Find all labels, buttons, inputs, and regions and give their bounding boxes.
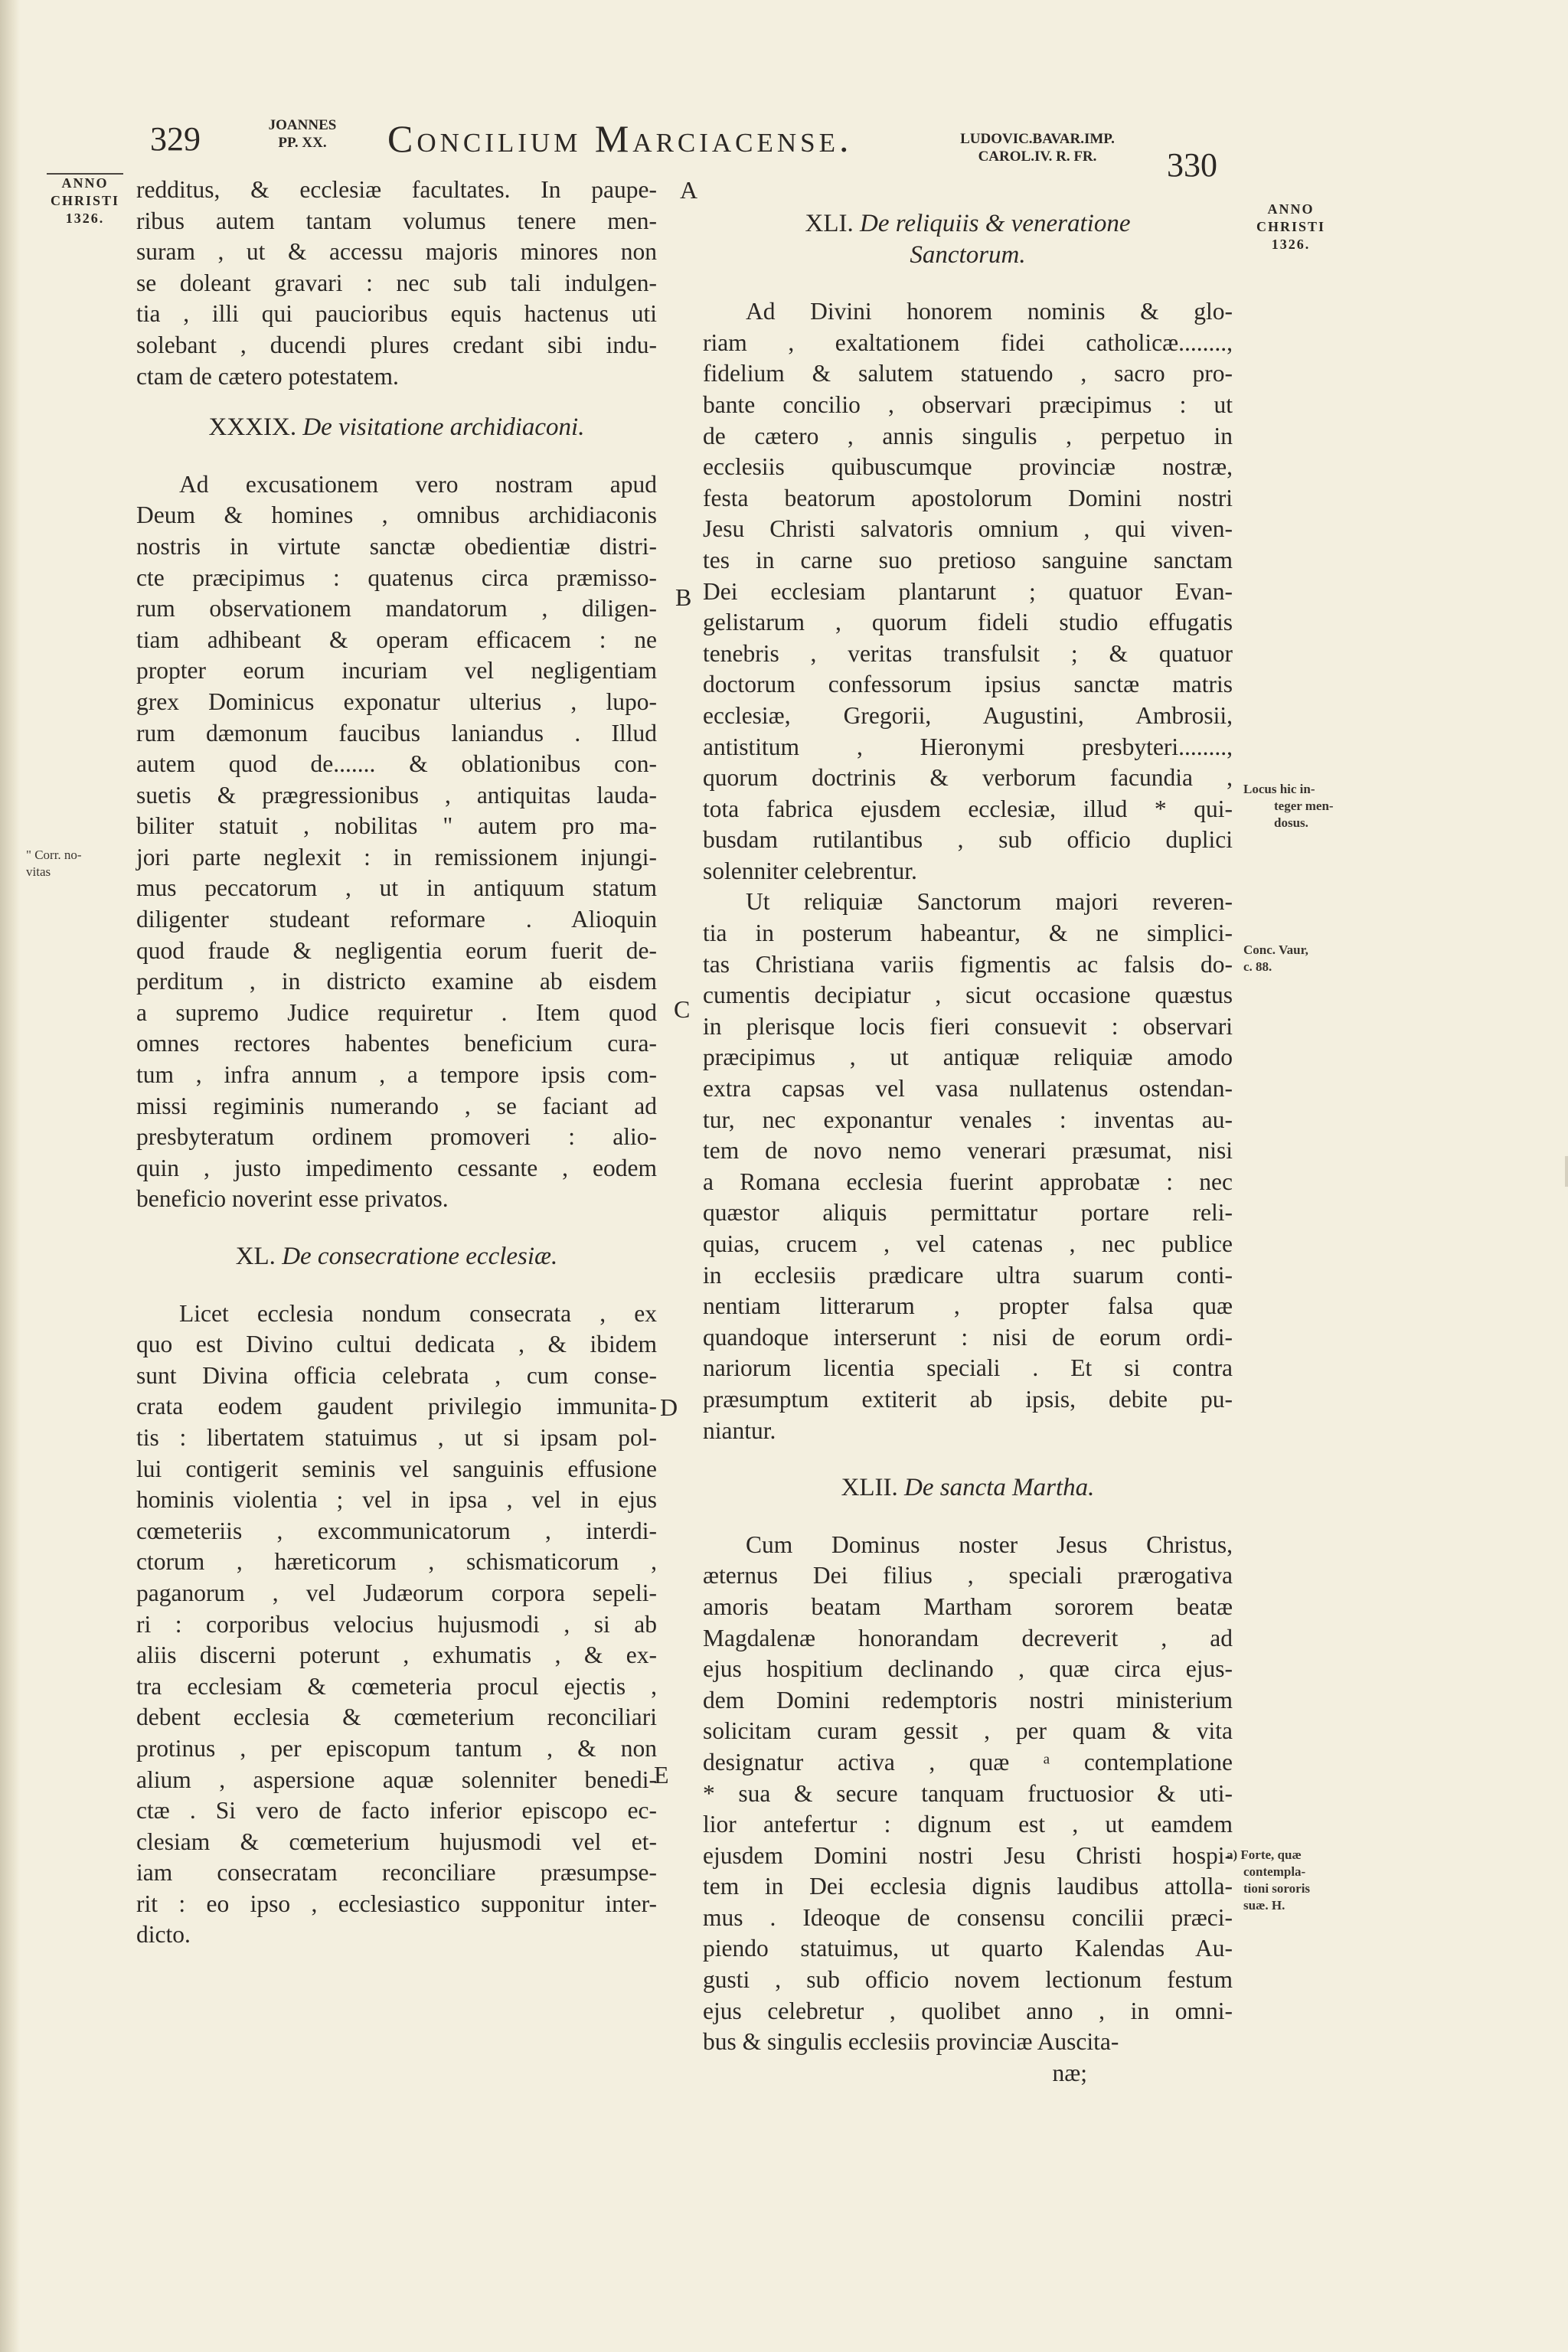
paragraph-xli-b xyxy=(703,887,1233,1446)
margin-note-conc xyxy=(1243,942,1351,975)
left-anno-line1: ANNO xyxy=(61,175,109,191)
text-line: cte præcipimus : quatenus circa præmisso- xyxy=(136,564,657,591)
text-line: lior antefertur : dignum est , ut eamdem xyxy=(703,1811,1233,1838)
text-line: quo est Divino cultui dedicata , & ibidem xyxy=(136,1331,657,1358)
text-line: in ecclesiis prædicare ultra suarum conti- xyxy=(703,1261,1233,1289)
text-line: tis : libertatem statuimus , ut si ipsam pol- xyxy=(136,1423,657,1451)
right-running-head xyxy=(926,130,1148,165)
text-line: præsumptum extiterit ab ipsis, debite pu- xyxy=(703,1385,1233,1413)
right-anno-line2: CHRISTI xyxy=(1256,219,1326,234)
heading-xli-title-line1: De reliquiis & veneratione xyxy=(860,210,1131,237)
text-line: aliis discerni poterunt , exhumatis , & ex- xyxy=(136,1642,657,1669)
text-line: diligenter studeant reformare . Alioquin xyxy=(136,906,657,933)
text-line: gelistarum , quorum fideli studio effugatis xyxy=(703,609,1233,636)
section-letter-c: C xyxy=(674,995,691,1023)
text-line: quias, crucem , vel catenas , nec publice xyxy=(703,1230,1233,1257)
heading-xxxix-title: De visitatione archidiaconi. xyxy=(302,413,585,442)
text-line: suetis & prægressionibus , antiquitas lauda- xyxy=(136,781,657,808)
text-line: tota fabrica ejusdem ecclesiæ, illud * qui- xyxy=(703,795,1233,822)
text-line: quæstor aliquis permittatur portare reli- xyxy=(703,1199,1233,1227)
text-line: mus peccatorum , ut in antiquum statum xyxy=(136,874,657,902)
text-line: tra ecclesiam & cœmeteria procul ejectis , xyxy=(136,1672,657,1700)
section-letter-b: B xyxy=(675,583,692,611)
text-line: sunt Divina officia celebrata , cum conse- xyxy=(136,1361,657,1389)
text-line: solicitam curam gessit , per quam & vita xyxy=(703,1717,1233,1745)
right-running-head-bottom: CAROL.IV. R. FR. xyxy=(978,149,1097,165)
text-line: solebant , ducendi plures credant sibi indu- xyxy=(136,331,657,358)
text-line: tem in Dei ecclesia dignis laudibus attolla- xyxy=(703,1873,1233,1900)
text-line: a Romana ecclesia fuerint approbatæ : nec xyxy=(703,1168,1233,1195)
right-column xyxy=(703,208,1233,2089)
text-line: protinus , per episcopum tantum , & non xyxy=(136,1734,657,1762)
text-line: missi regiminis numerando , se faciant ad xyxy=(136,1092,657,1119)
text-line: ecclesiis quibuscumque provinciæ nostræ, xyxy=(703,453,1233,481)
text-line: hominis violentia ; vel in ipsa , vel in ejus xyxy=(136,1486,657,1514)
text-line: tem de novo nemo venerari præsumat, nisi xyxy=(703,1137,1233,1165)
right-anno-line1: ANNO xyxy=(1267,201,1315,217)
heading-xlii xyxy=(703,1472,1233,1504)
heading-xl-title: De consecratione ecclesiæ. xyxy=(282,1243,558,1270)
text-line: paganorum , vel Judæorum corpora sepeli- xyxy=(136,1579,657,1606)
text-line: fidelium & salutem statuendo , sacro pro- xyxy=(703,360,1233,387)
text-line: quorum doctrinis & verborum facundia , xyxy=(703,764,1233,792)
margin-note-locus xyxy=(1243,781,1351,831)
text-line: se doleant gravari : nec sub tali indulgen- xyxy=(136,269,657,296)
text-line: rum observationem mandatorum , diligen- xyxy=(136,595,657,622)
text-line: extra capsas vel vasa nullatenus ostendan- xyxy=(703,1075,1233,1102)
text-line: bus & singulis ecclesiis provinciæ Auscita- xyxy=(703,2028,1119,2056)
text-line: piendo statuimus, ut quarto Kalendas Au- xyxy=(703,1935,1233,1962)
text-line: præcipimus , ut antiquæ reliquiæ amodo xyxy=(703,1044,1233,1071)
text-line: alium , aspersione aquæ solenniter benedi- xyxy=(136,1766,657,1793)
text-line: ctorum , hæreticorum , schismaticorum , xyxy=(136,1548,657,1576)
text-line: tur, nec exponantur venales : inventas au- xyxy=(703,1106,1233,1133)
left-anno-christi xyxy=(44,173,126,227)
text-line: cumentis decipiatur , sicut occasione quæstus xyxy=(703,982,1233,1009)
text-line: ejus hospitium declinando , quæ circa ejus- xyxy=(703,1655,1233,1683)
text-line: iam consecratam reconciliare præsumpse- xyxy=(136,1859,657,1886)
opening-paragraph xyxy=(136,175,657,392)
text-line: a supremo Judice requiretur . Item quod xyxy=(136,998,657,1026)
left-anno-line2: CHRISTI xyxy=(50,193,120,208)
text-line: propter eorum incuriam vel negligentiam xyxy=(136,657,657,684)
paragraph-xl xyxy=(136,1298,657,1951)
text-line: Magdalenæ honorandam decreverit , ad xyxy=(703,1624,1233,1651)
paragraph-xlii xyxy=(703,1530,1233,2058)
margin-note-conc-line1: Conc. Vaur, xyxy=(1243,942,1308,957)
catchword: næ; xyxy=(1052,2059,1087,2086)
left-anno-line3: 1326. xyxy=(65,211,105,226)
heading-xl-number: XL. xyxy=(235,1243,276,1270)
text-line: ribus autem tantam volumus tenere men- xyxy=(136,207,657,234)
text-line: Deum & homines , omnibus archidiaconis xyxy=(136,501,657,529)
running-title: Concilium Marciacense. xyxy=(387,117,853,160)
text-line: in plerisque locis fieri consuevit : observari xyxy=(703,1012,1233,1040)
text-line: cœmeteriis , excommunicatorum , interdi- xyxy=(136,1517,657,1544)
page-binding-edge xyxy=(0,0,20,2352)
text-line: suram , ut & accessu majoris minores non xyxy=(136,238,657,266)
text-line: ctæ . Si vero de facto inferior episcopo ec- xyxy=(136,1797,657,1824)
text-line: presbyteratum ordinem promoveri : alio- xyxy=(136,1123,657,1151)
text-line: * sua & secure tanquam fructuosior & uti- xyxy=(703,1779,1233,1807)
right-running-head-top: LUDOVIC.BAVAR.IMP. xyxy=(960,131,1115,147)
margin-note-corr-line1: " Corr. no- xyxy=(26,848,82,862)
right-anno-christi xyxy=(1245,201,1337,253)
text-line: riam , exaltationem fidei catholicæ........, xyxy=(703,328,1233,356)
text-line: crata eodem gaudent privilegio immunita- xyxy=(136,1393,657,1420)
text-line: designatur activa , quæ ᵃ contemplatione xyxy=(703,1748,1233,1775)
text-line: doctorum confessorum ipsius sanctæ matris xyxy=(703,671,1233,698)
text-line: ecclesiæ, Gregorii, Augustini, Ambrosii, xyxy=(703,701,1233,729)
text-line: Dei ecclesiam plantarunt ; quatuor Evan- xyxy=(703,577,1233,605)
paragraph-xxxix xyxy=(136,469,657,1215)
margin-note-forte-line3: tioni sororis xyxy=(1243,1881,1311,1896)
text-line: tiam adhibeant & operam efficacem : ne xyxy=(136,626,657,653)
heading-xlii-title: De sancta Martha. xyxy=(904,1474,1095,1502)
text-line: quandoque interserunt : nisi de eorum ordi- xyxy=(703,1323,1233,1351)
right-anno-line3: 1326. xyxy=(1271,237,1311,252)
margin-note-locus-line3: dosus. xyxy=(1274,815,1308,830)
text-line: mus . Ideoque de consensu concilii præci- xyxy=(703,1903,1233,1931)
section-letter-e: E xyxy=(654,1761,669,1788)
left-running-head-top: JOANNES xyxy=(268,117,337,133)
text-line: tia in posterum habeantur, & ne simplici- xyxy=(703,920,1233,947)
text-line: debent ecclesia & cœmeterium reconciliari xyxy=(136,1704,657,1731)
text-line: Ad excusationem vero nostram apud xyxy=(179,470,657,498)
text-line: festa beatorum apostolorum Domini nostri xyxy=(703,484,1233,511)
right-page-number: 330 xyxy=(1167,146,1217,184)
text-line: quin , justo impedimento cessante , eodem xyxy=(136,1154,657,1181)
margin-note-forte-line4: suæ. H. xyxy=(1243,1898,1285,1913)
text-line: ejusdem Domini nostri Jesu Christi hospi- xyxy=(703,1841,1233,1869)
text-line: rit : eo ipso , ecclesiastico supponitur inter- xyxy=(136,1890,657,1917)
margin-note-forte-line1: a) Forte, quæ xyxy=(1227,1847,1302,1862)
text-line: Jesu Christi salvatoris omnium , qui viven- xyxy=(703,515,1233,543)
margin-note-corr-line2: vitas xyxy=(26,864,51,879)
text-line: tum , infra annum , a tempore ipsis com- xyxy=(136,1061,657,1089)
page-edge-mark xyxy=(1565,1156,1568,1187)
text-line: quod fraude & negligentia eorum fuerit de- xyxy=(136,936,657,964)
text-line: Licet ecclesia nondum consecrata , ex xyxy=(179,1299,657,1327)
text-line: lui contigerit seminis vel sanguinis effusione xyxy=(136,1455,657,1482)
text-line: ejus celebretur , quolibet anno , in omni- xyxy=(703,1997,1233,2024)
margin-note-locus-line2: teger men- xyxy=(1274,799,1334,813)
section-letter-a: A xyxy=(680,176,698,204)
text-line: nostris in virtute sanctæ obedientiæ distri- xyxy=(136,532,657,560)
text-line: Cum Dominus noster Jesus Christus, xyxy=(746,1530,1233,1558)
text-line: perditum , in districto examine ab eisdem xyxy=(136,968,657,995)
text-line: omnes rectores habentes beneficium cura- xyxy=(136,1030,657,1057)
text-line: tas Christiana variis figmentis ac falsis do- xyxy=(703,950,1233,978)
text-line: autem quod de....... & oblationibus con- xyxy=(136,750,657,778)
text-line: niantur. xyxy=(703,1416,776,1444)
heading-xli-number: XLI. xyxy=(805,210,854,237)
text-line: dem Domini redemptoris nostri ministerium xyxy=(703,1686,1233,1713)
margin-note-corr xyxy=(26,847,118,880)
text-line: nentiam litterarum , propter falsa quæ xyxy=(703,1292,1233,1320)
text-line: tia , illi qui paucioribus equis hactenus uti xyxy=(136,300,657,328)
left-running-head xyxy=(253,116,352,152)
text-line: de cætero , annis singulis , perpetuo in xyxy=(703,422,1233,449)
text-line: bante concilio , observari præcipimus : ut xyxy=(703,390,1233,418)
text-line: busdam rutilantibus , sub officio duplici xyxy=(703,826,1233,854)
text-line: beneficio noverint esse privatos. xyxy=(136,1185,449,1213)
left-column xyxy=(136,175,657,1951)
margin-note-locus-line1: Locus hic in- xyxy=(1243,782,1315,796)
heading-xxxix-number: XXXIX. xyxy=(208,413,297,442)
text-line: Ut reliquiæ Sanctorum majori reveren- xyxy=(746,888,1233,916)
margin-note-forte xyxy=(1227,1847,1341,1914)
text-line: tenebris , veritas transfulsit ; & quatuor xyxy=(703,639,1233,667)
text-line: grex Dominicus exponatur ulterius , lupo- xyxy=(136,688,657,715)
text-line: tes in carne suo pretioso sanguine sanctam xyxy=(703,546,1233,573)
text-line: dicto. xyxy=(136,1921,191,1949)
heading-xl xyxy=(136,1241,657,1272)
margin-note-conc-line2: c. 88. xyxy=(1243,959,1272,974)
text-line: nariorum licentia speciali . Et si contra xyxy=(703,1354,1233,1382)
text-line: ri : corporibus velocius hujusmodi , si ab xyxy=(136,1610,657,1638)
heading-xli xyxy=(703,208,1233,270)
heading-xxxix xyxy=(136,412,657,443)
heading-xlii-number: XLII. xyxy=(841,1474,898,1502)
text-line: biliter statuit , nobilitas " autem pro ma- xyxy=(136,812,657,840)
text-line: ctam de cætero potestatem. xyxy=(136,362,399,390)
text-line: jori parte neglexit : in remissionem injungi- xyxy=(136,843,657,871)
left-running-head-bottom: PP. XX. xyxy=(278,135,327,151)
text-line: gusti , sub officio novem lectionum festum xyxy=(703,1966,1233,1994)
text-line: Ad Divini honorem nominis & glo- xyxy=(746,298,1233,325)
left-page-number: 329 xyxy=(150,120,201,158)
heading-xli-title-line2: Sanctorum. xyxy=(910,240,1026,269)
text-line: æternus Dei filius , speciali prærogativa xyxy=(703,1562,1233,1589)
text-line: rum dæmonum faucibus laniandus . Illud xyxy=(136,719,657,746)
text-line: redditus, & ecclesiæ facultates. In paupe- xyxy=(136,176,657,203)
text-line: solenniter celebrentur. xyxy=(703,857,917,884)
text-line: clesiam & cœmeterium hujusmodi vel et- xyxy=(136,1828,657,1855)
section-letter-d: D xyxy=(660,1393,678,1421)
text-line: amoris beatam Martham sororem beatæ xyxy=(703,1592,1233,1620)
margin-note-forte-line2: contempla- xyxy=(1243,1864,1306,1879)
text-line: antistitum , Hieronymi presbyteri........, xyxy=(703,733,1233,760)
paragraph-xli-a xyxy=(703,296,1233,887)
